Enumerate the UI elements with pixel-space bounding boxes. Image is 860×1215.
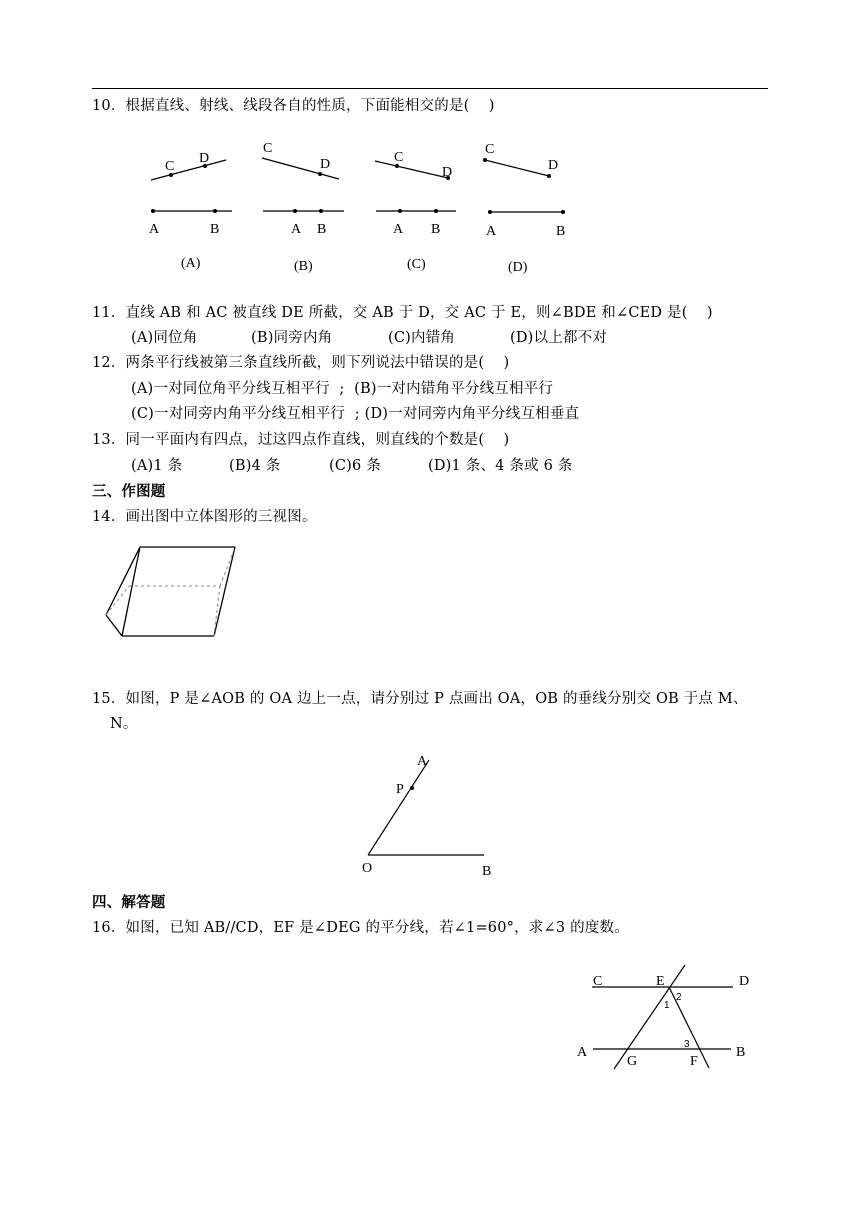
line-cd — [151, 160, 226, 180]
q15-text-line1: 15．如图，P 是∠AOB 的 OA 边上一点，请分别过 P 点画出 OA，OB 的垂线分别交 OB 于点 M、 — [92, 691, 748, 707]
q10-figure-c — [375, 150, 456, 272]
q13-option-b: (B)4 条 — [229, 458, 281, 474]
label-b: B — [556, 224, 566, 239]
q13-option-d: (D)1 条、4 条或 6 条 — [428, 458, 573, 474]
label-b: B — [482, 864, 492, 879]
label-g: G — [627, 1054, 638, 1069]
label-d: D — [739, 974, 750, 989]
label-c: C — [485, 142, 495, 157]
q16-text: 16．如图，已知 AB//CD，EF 是∠DEG 的平分线，若∠1=60°，求∠3 的度数。 — [92, 920, 629, 936]
angle-1-label: 1 — [664, 1000, 670, 1011]
label-d: D — [320, 157, 331, 172]
label-b: B — [736, 1045, 746, 1060]
label-c: C — [593, 974, 603, 989]
q10-figure-d — [483, 142, 565, 275]
caption-a: (A) — [181, 256, 201, 271]
label-b: B — [210, 222, 220, 237]
q10-figure-a — [149, 151, 232, 271]
label-c: C — [165, 159, 175, 174]
label-a: A — [577, 1045, 588, 1060]
label-d: D — [199, 151, 210, 166]
point-a — [398, 209, 402, 213]
segment-cd — [485, 160, 549, 176]
q15-text-line2: N。 — [110, 716, 138, 732]
point-p — [410, 786, 414, 790]
q11-option-b: (B)同旁内角 — [251, 330, 333, 346]
q10-figure-b — [262, 141, 344, 274]
point-b — [561, 210, 565, 214]
label-a: A — [149, 222, 160, 237]
label-b: B — [317, 222, 327, 237]
label-a: A — [393, 222, 404, 237]
angle-2-label: 2 — [676, 992, 682, 1003]
q13-option-a: (A)1 条 — [131, 458, 183, 474]
q13-text: 13．同一平面内有四点，过这四点作直线，则直线的个数是( ) — [92, 432, 510, 448]
q14-prism-figure — [106, 547, 235, 636]
label-a: A — [291, 222, 302, 237]
label-c: C — [394, 150, 404, 165]
caption-c: (C) — [407, 257, 426, 272]
segment-cd — [375, 161, 448, 178]
label-d: D — [442, 165, 453, 180]
section-4-heading: 四、解答题 — [92, 895, 166, 911]
point-a — [151, 209, 155, 213]
point-b — [213, 209, 217, 213]
q16-labels — [577, 974, 749, 1069]
q12-options-line1: (A)一对同位角平分线互相平行 ; (B)一对内错角平分线互相平行 — [131, 381, 554, 397]
label-c: C — [263, 141, 273, 156]
point-b — [434, 209, 438, 213]
angle-3-label: 3 — [684, 1039, 690, 1050]
point-c — [483, 158, 487, 162]
label-o: O — [362, 861, 373, 876]
point-a — [293, 209, 297, 213]
q15-angle-figure — [362, 754, 491, 879]
label-d: D — [548, 158, 559, 173]
caption-d: (D) — [508, 260, 528, 275]
q13-option-c: (C)6 条 — [329, 458, 381, 474]
q12-text: 12．两条平行线被第三条直线所截，则下列说法中错误的是( ) — [92, 355, 510, 371]
q11-option-c: (C)内错角 — [388, 330, 456, 346]
point-a — [488, 210, 492, 214]
point-b — [319, 209, 323, 213]
q12-options-line2: (C)一对同旁内角平分线互相平行 ; (D)一对同旁内角平分线互相垂直 — [131, 406, 580, 422]
q11-option-a: (A)同位角 — [131, 330, 198, 346]
label-f: F — [690, 1054, 698, 1069]
point-d — [547, 174, 551, 178]
q11-option-d: (D)以上都不对 — [510, 330, 608, 346]
section-3-heading: 三、作图题 — [92, 484, 166, 500]
label-a: A — [486, 224, 497, 239]
label-a: A — [417, 754, 428, 769]
point-d — [318, 172, 322, 176]
q14-text: 14．画出图中立体图形的三视图。 — [92, 509, 317, 525]
label-p: P — [396, 782, 404, 797]
caption-b: (B) — [294, 259, 313, 274]
q11-text: 11．直线 AB 和 AC 被直线 DE 所截，交 AB 于 D，交 AC 于 E，则∠BDE 和∠CED 是( ) — [92, 305, 713, 321]
q10-text: 10．根据直线、射线、线段各自的性质，下面能相交的是( ) — [92, 98, 495, 114]
label-e: E — [656, 974, 665, 989]
label-b: B — [431, 222, 441, 237]
